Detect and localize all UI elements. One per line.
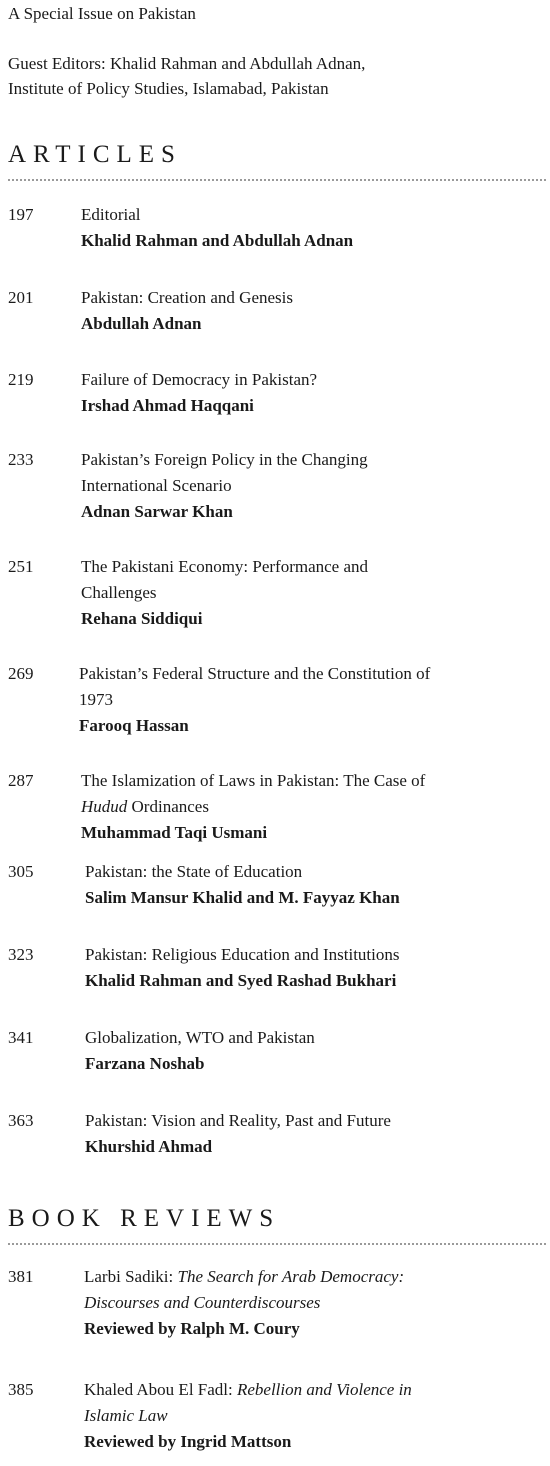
article-author: Khurshid Ahmad <box>85 1137 213 1156</box>
article-title-line-2 <box>81 797 209 817</box>
guest-editors-line-2: Institute of Policy Studies, Islamabad, Pakistan <box>8 79 329 98</box>
review-book-title-continued: Discourses and Counterdiscourses <box>84 1293 321 1312</box>
article-title: Pakistan: Religious Education and Institutions <box>85 945 400 964</box>
articles-heading: ARTICLES <box>8 141 182 168</box>
article-title-line-1: The Islamization of Laws in Pakistan: The Case of <box>81 771 426 790</box>
article-author: Abdullah Adnan <box>81 314 202 333</box>
article-page-number: 363 <box>8 1111 34 1130</box>
article-title-rest: Ordinances <box>127 797 209 816</box>
review-book-author: Larbi Sadiki: <box>84 1267 178 1286</box>
article-title: Globalization, WTO and Pakistan <box>85 1028 315 1047</box>
article-page-number: 341 <box>8 1028 34 1047</box>
article-author: Muhammad Taqi Usmani <box>81 823 268 842</box>
review-book-title: Rebellion and Violence in <box>236 1380 412 1399</box>
issue-title: A Special Issue on Pakistan <box>8 4 196 23</box>
article-page-number: 201 <box>8 288 34 307</box>
article-author: Adnan Sarwar Khan <box>81 502 233 521</box>
review-book-author: Khaled Abou El Fadl: <box>84 1380 237 1399</box>
review-book-line-1 <box>84 1380 412 1400</box>
review-page-number: 381 <box>8 1267 34 1286</box>
review-book-title: The Search for Arab Democracy: <box>177 1267 405 1286</box>
article-title: Editorial <box>81 205 141 224</box>
article-title-line-2: International Scenario <box>81 476 232 495</box>
article-page-number: 219 <box>8 370 34 389</box>
guest-editors-line-1: Guest Editors: Khalid Rahman and Abdullah Adnan, <box>8 54 366 73</box>
article-title-line-1: Pakistan’s Foreign Policy in the Changing <box>81 450 368 469</box>
article-page-number: 269 <box>8 664 34 683</box>
article-title: Failure of Democracy in Pakistan? <box>81 370 318 389</box>
review-book-line-1 <box>84 1267 404 1287</box>
article-page-number: 251 <box>8 557 34 576</box>
review-book-title-continued: Islamic Law <box>84 1406 168 1425</box>
article-author: Khalid Rahman and Abdullah Adnan <box>81 231 354 250</box>
article-page-number: 305 <box>8 862 34 881</box>
article-title-line-1: Pakistan’s Federal Structure and the Constitution of <box>79 664 431 683</box>
review-page-number: 385 <box>8 1380 34 1399</box>
article-author: Rehana Siddiqui <box>81 609 203 628</box>
article-title-line-1: The Pakistani Economy: Performance and <box>81 557 369 576</box>
review-reviewer: Reviewed by Ralph M. Coury <box>84 1319 300 1338</box>
article-author: Farzana Noshab <box>85 1054 205 1073</box>
article-author: Farooq Hassan <box>79 716 189 735</box>
article-page-number: 197 <box>8 205 34 224</box>
article-title: Pakistan: the State of Education <box>85 862 303 881</box>
article-title-line-2: Challenges <box>81 583 157 602</box>
article-page-number: 233 <box>8 450 34 469</box>
article-author: Khalid Rahman and Syed Rashad Bukhari <box>85 971 397 990</box>
review-reviewer: Reviewed by Ingrid Mattson <box>84 1432 292 1451</box>
article-author: Salim Mansur Khalid and M. Fayyaz Khan <box>85 888 400 907</box>
article-title: Pakistan: Vision and Reality, Past and Future <box>85 1111 391 1130</box>
review-book-line-2 <box>84 1406 168 1426</box>
article-title-italic: Hudud <box>81 797 128 816</box>
article-author: Irshad Ahmad Haqqani <box>81 396 254 415</box>
book-reviews-heading: BOOK REVIEWS <box>8 1205 281 1232</box>
articles-divider <box>8 179 546 181</box>
book-reviews-divider <box>8 1243 546 1245</box>
article-title-line-2: 1973 <box>79 690 113 709</box>
article-title: Pakistan: Creation and Genesis <box>81 288 293 307</box>
article-page-number: 287 <box>8 771 34 790</box>
article-page-number: 323 <box>8 945 34 964</box>
review-book-line-2 <box>84 1293 320 1313</box>
